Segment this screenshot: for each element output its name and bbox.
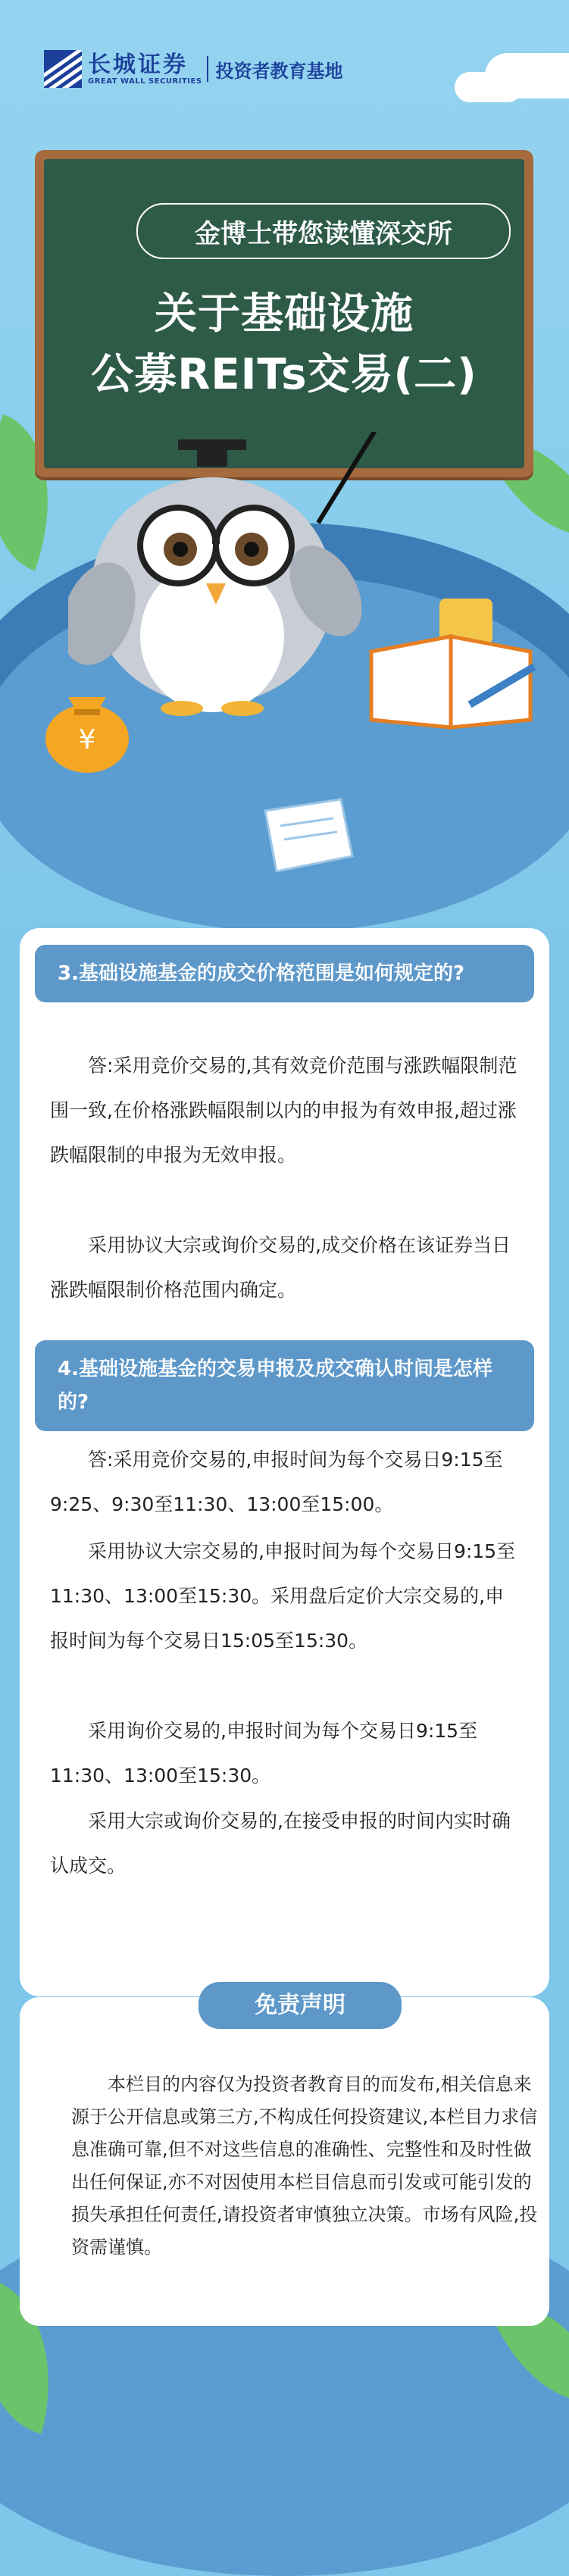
board-title-line1: 关于基础设施 <box>155 289 414 339</box>
question-4-heading: 4.基础设施基金的交易申报及成交确认时间是怎样的? <box>35 1340 534 1431</box>
question-4-answer-3: 采用询价交易的,申报时间为每个交易日9:15至11:30、13:00至15:30。 <box>50 1720 478 1787</box>
board-title-line2: 公募REITs交易(二) <box>91 350 477 399</box>
brand-logo <box>44 50 343 88</box>
question-3-answer-2: 采用协议大宗或询价交易的,成交价格在该证券当日涨跌幅限制价格范围内确定。 <box>50 1234 511 1301</box>
logo-mark-icon <box>44 50 82 88</box>
brand-name: 长城证券 <box>88 51 188 78</box>
question-4-answer-1: 答:采用竞价交易的,申报时间为每个交易日9:15至9:25、9:30至11:30、13:00至15:00。 <box>50 1449 503 1515</box>
money-bag-icon <box>38 667 136 773</box>
question-4-answer-4: 采用大宗或询价交易的,在接受申报的时间内实时确认成交。 <box>50 1810 511 1877</box>
disclaimer-text: 本栏目的内容仅为投资者教育目的而发布,相关信息来源于公开信息或第三方,不构成任何投资建议,本栏目力求信息准确可靠,但不对这些信息的准确性、完整性和及时性做出任何保证,亦不对因使用本栏目信息而引发或可能引发的损失承担任何责任,请投资者审慎独立决策。市场有风险,投资需谨慎。 <box>71 2074 538 2258</box>
disclaimer-card <box>20 1992 549 2326</box>
brand-subtitle: 投资者教育基地 <box>215 60 343 82</box>
paper-icon <box>258 796 356 879</box>
disclaimer-title: 免责声明 <box>199 1982 402 2029</box>
question-3-answer-1: 答:采用竞价交易的,其有效竞价范围与涨跌幅限制范围一致,在价格涨跌幅限制以内的申报为有效申报,超过涨跌幅限制的申报为无效申报。 <box>50 1055 517 1166</box>
book-icon <box>356 591 546 742</box>
cloud <box>455 72 523 102</box>
divider <box>207 56 208 82</box>
board-tag: 金博士带您读懂深交所 <box>136 203 511 259</box>
qa-card <box>20 928 549 1996</box>
chalkboard <box>35 150 533 477</box>
svg-text:¥: ¥ <box>78 724 96 755</box>
brand-name-en: GREAT WALL SECURITIES <box>88 77 202 86</box>
question-4-answer-2: 采用协议大宗交易的,申报时间为每个交易日9:15至11:30、13:00至15:30。采用盘后定价大宗交易的,申报时间为每个交易日15:05至15:30。 <box>50 1540 516 1652</box>
question-3-heading: 3.基础设施基金的成交价格范围是如何规定的? <box>35 945 534 1002</box>
